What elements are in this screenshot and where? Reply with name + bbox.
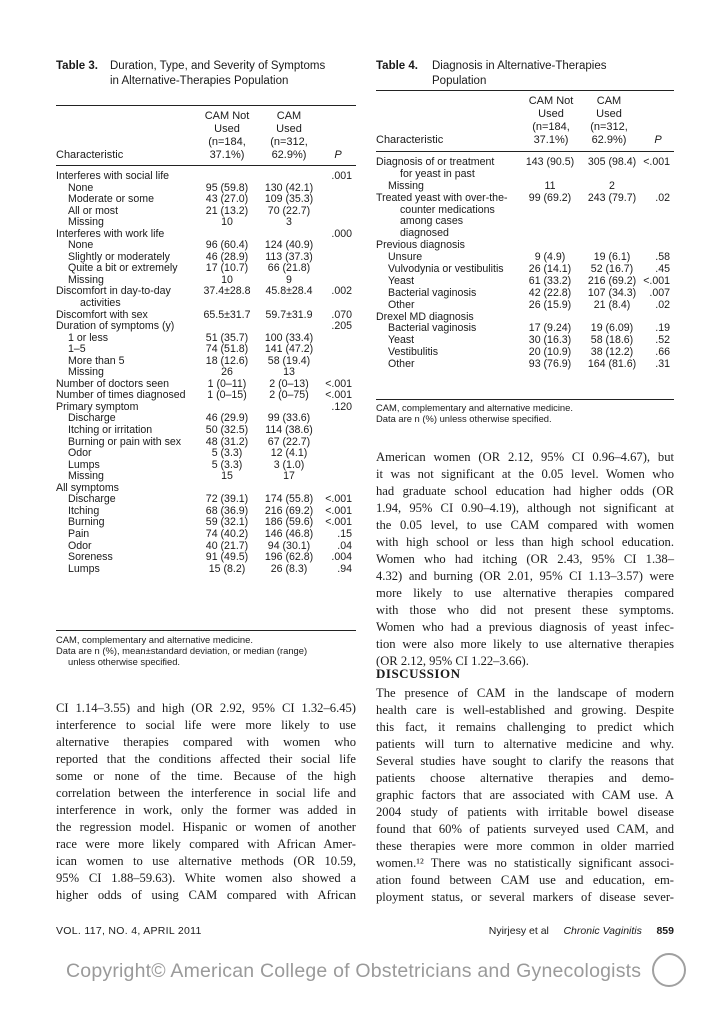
- text-line: 2004 study of patients with irritable bowel disease: [376, 805, 674, 819]
- table-row: [376, 300, 674, 312]
- cell-p-value: .002: [331, 285, 352, 298]
- discussion-paragraph: [376, 685, 674, 906]
- cell-notused: 30 (16.3): [528, 334, 572, 347]
- table-row: [56, 552, 356, 564]
- cell-notused: 46 (29.9): [205, 412, 249, 425]
- cell-used: 3 (1.0): [273, 458, 305, 471]
- table3-title: Duration, Type, and Severity of Symptoms in Alternative-Therapies Population: [110, 60, 326, 87]
- cell-p-value: .001: [331, 170, 352, 182]
- table-row: [56, 437, 356, 449]
- cell-used: 2 (0–13): [269, 377, 309, 390]
- text-line: with those who did not present these symptoms.: [376, 603, 674, 617]
- table-row: [376, 359, 674, 371]
- cell-notused: 37.4±28.8: [203, 285, 251, 298]
- cell-used: 216 (69.2): [587, 274, 637, 287]
- table4-title: Diagnosis in Alternative-Therapies Population: [432, 60, 607, 87]
- footer-running-head: [460, 925, 674, 937]
- cell-used: 13: [283, 366, 295, 379]
- cell-notused: 143 (90.5): [525, 156, 575, 168]
- cell-used: 107 (34.3): [587, 286, 637, 299]
- cell-used: 2 (0–75): [269, 389, 309, 402]
- cell-used: 3: [286, 216, 292, 229]
- table4-note-data: Data are n (%) unless otherwise specified.: [376, 413, 552, 424]
- table3-bottom-rule: [56, 630, 356, 631]
- cell-p-value: <.001: [325, 389, 352, 402]
- cell-used: 38 (12.2): [590, 346, 634, 359]
- cell-notused: 1 (0–15): [207, 389, 247, 402]
- row-label: Bacterial vaginosis: [388, 286, 477, 299]
- row-label: Discharge: [68, 412, 116, 425]
- text-line: women.¹² There was no statistically significant associ-: [376, 856, 674, 870]
- row-label: Vestibulitis: [388, 346, 439, 359]
- table3-note-data-cont: unless otherwise specified.: [68, 656, 181, 667]
- cell-p-value: .66: [655, 346, 670, 359]
- text-line: it was not significant at the 0.05 level. Women who: [376, 467, 674, 481]
- cell-used: 243 (79.7): [587, 191, 637, 204]
- table3-number: Table 3.: [56, 60, 98, 72]
- cell-used: 52 (16.7): [590, 263, 634, 276]
- cell-p-value: .02: [655, 298, 670, 311]
- text-line: had graduate school education had higher odds (OR: [376, 484, 674, 498]
- cell-notused: 43 (27.0): [205, 193, 249, 206]
- cell-used: 146 (46.8): [264, 527, 314, 540]
- cell-used: 26 (8.3): [270, 562, 308, 575]
- text-line: reported that the conditions affected their social life: [56, 752, 356, 766]
- cell-used: 99 (33.6): [267, 412, 311, 425]
- row-label: Number of doctors seen: [56, 377, 170, 390]
- table-row: [376, 181, 674, 193]
- row-label: Duration of symptoms (y): [56, 320, 175, 333]
- acog-seal-icon: [652, 953, 686, 987]
- table-row: [56, 564, 356, 576]
- cell-used: 45.8±28.4: [265, 285, 313, 298]
- copyright-watermark: Copyright© American College of Obstetricians and Gynecologists: [66, 960, 642, 982]
- cell-p-value: .004: [331, 551, 352, 564]
- cell-notused: 51 (35.7): [205, 331, 249, 344]
- row-label: Interferes with work life: [56, 227, 165, 240]
- table-row: [56, 425, 356, 437]
- row-label: Odor: [68, 447, 92, 460]
- text-line: these therapies were more common in older married: [376, 839, 674, 853]
- text-line: interference to social life were more likely to use: [56, 718, 356, 732]
- cell-notused: 26: [221, 366, 233, 379]
- table-row: [56, 448, 356, 460]
- row-label: Interferes with social life: [56, 170, 170, 182]
- cell-notused: 17 (10.7): [205, 262, 249, 275]
- table3-top-rule: [56, 105, 356, 106]
- cell-used: 9: [286, 273, 292, 286]
- cell-used: 130 (42.1): [264, 181, 314, 194]
- table4-header-cam-not-used: CAM Not Used (n=184, 37.1%): [528, 95, 574, 146]
- cell-used: 17: [283, 470, 295, 483]
- cell-notused: 20 (10.9): [528, 346, 572, 359]
- cell-used: 196 (62.8): [264, 551, 314, 564]
- row-label: Slightly or moderately: [68, 250, 170, 263]
- cell-used: 66 (21.8): [267, 262, 311, 275]
- cell-notused: 11: [544, 179, 556, 192]
- cell-p-value: .070: [331, 308, 352, 321]
- cell-used: 113 (37.3): [265, 250, 313, 263]
- cell-notused: 18 (12.6): [205, 354, 249, 367]
- left-column-paragraph: [56, 700, 356, 904]
- cell-notused: 72 (39.1): [205, 493, 249, 506]
- cell-notused: 26 (15.9): [528, 298, 572, 311]
- cell-notused: 10: [221, 273, 233, 286]
- table-row: [376, 193, 674, 205]
- row-label: diagnosed: [400, 227, 449, 240]
- right-column-paragraph: [376, 449, 674, 670]
- cell-p-value: .52: [655, 334, 670, 347]
- row-label: Burning or pain with sex: [68, 435, 182, 448]
- table-row: [56, 217, 356, 229]
- cell-notused: 68 (36.9): [205, 504, 249, 517]
- row-label: Soreness: [68, 551, 113, 564]
- row-label: Previous diagnosis: [376, 239, 465, 252]
- cell-used: 59.7±31.9: [265, 308, 313, 321]
- row-label: Discharge: [68, 493, 116, 506]
- cell-used: 114 (38.6): [265, 424, 313, 437]
- cell-p-value: <.001: [643, 274, 670, 287]
- text-line: health care is well-established and growing. Despite: [376, 703, 674, 717]
- text-line: interference in work, only the former was added in: [56, 803, 356, 817]
- table3-header-cam-not-used: CAM Not Used (n=184, 37.1%): [204, 110, 250, 161]
- table4-number: Table 4.: [376, 60, 418, 72]
- row-label: Missing: [388, 179, 424, 192]
- cell-p-value: .000: [331, 227, 352, 240]
- cell-used: 67 (22.7): [267, 435, 311, 448]
- cell-notused: 74 (51.8): [205, 343, 249, 356]
- cell-p-value: .15: [337, 527, 352, 540]
- table-row: [56, 171, 356, 183]
- row-label: Burning: [68, 516, 105, 529]
- row-label: Yeast: [388, 334, 415, 347]
- cell-notused: 59 (32.1): [205, 516, 249, 529]
- cell-notused: 5 (3.3): [211, 458, 243, 471]
- text-line: graphic factors that are associated with CAM use. A: [376, 788, 674, 802]
- text-line: some or none of the time. Because of the high: [56, 769, 356, 783]
- text-line: 1.94, 95% CI 0.90–4.19), although not significant at: [376, 501, 674, 515]
- row-label: Treated yeast with over-the-: [376, 191, 508, 204]
- table4-top-rule: [376, 90, 674, 91]
- footer-page-number: 859: [656, 925, 674, 937]
- text-line: American women (OR 2.12, 95% CI 0.96–4.67), but: [376, 450, 674, 464]
- row-label: Missing: [68, 216, 104, 229]
- cell-notused: 91 (49.5): [205, 551, 249, 564]
- text-line: 95% CI 1.88–59.63). White women also showed a: [56, 871, 356, 885]
- cell-p-value: .19: [655, 322, 670, 335]
- cell-used: 58 (19.4): [267, 354, 311, 367]
- cell-used: 2: [609, 179, 615, 192]
- cell-used: 216 (69.2): [264, 504, 314, 517]
- table3-notes: [56, 634, 356, 667]
- cell-notused: 5 (3.3): [211, 447, 243, 460]
- cell-notused: 17 (9.24): [528, 322, 572, 335]
- row-label: 1–5: [68, 343, 86, 356]
- cell-used: 141 (47.2): [264, 343, 314, 356]
- discussion-heading: DISCUSSION: [376, 666, 461, 681]
- row-label: Primary symptom: [56, 400, 139, 413]
- cell-used: 100 (33.4): [264, 331, 314, 344]
- table-row: [376, 288, 674, 300]
- row-label: Other: [388, 358, 415, 371]
- cell-p-value: .04: [337, 539, 352, 552]
- table4-header-p: P: [654, 134, 662, 146]
- text-line: 4.32) and burning (OR 2.01, 95% CI 1.13–3.57) were: [376, 569, 674, 583]
- text-line: Several studies have sought to clarify the reasons that: [376, 754, 674, 768]
- row-label: Unsure: [388, 251, 423, 264]
- cell-p-value: .31: [655, 358, 670, 371]
- text-line: correlation between the interference in social life and: [56, 786, 356, 800]
- text-line: CI 1.14–3.55) and high (OR 2.92, 95% CI 1.32–6.45): [56, 701, 356, 715]
- table4-header-rule: [376, 151, 674, 152]
- text-line: patients choose alternative therapies and demo-: [376, 771, 674, 785]
- row-label: Missing: [68, 470, 104, 483]
- text-line: ation found between CAM use and education, em-: [376, 873, 674, 887]
- table-row: [56, 321, 356, 333]
- cell-used: 109 (35.3): [264, 193, 314, 206]
- row-label: Quite a bit or extremely: [68, 262, 178, 275]
- text-line: alternative therapies compared with women who: [56, 735, 356, 749]
- table4-header-cam-used: CAM Used (n=312, 62.9%): [590, 95, 628, 146]
- table4-notes: [376, 402, 674, 424]
- footer-journal-issue: VOL. 117, NO. 4, APRIL 2011: [56, 925, 202, 937]
- row-label: Discomfort with sex: [56, 308, 148, 321]
- row-label: 1 or less: [68, 331, 109, 344]
- cell-p-value: .45: [655, 263, 670, 276]
- row-label: Moderate or some: [68, 193, 154, 206]
- cell-used: 19 (6.1): [593, 251, 631, 264]
- text-line: Women who had a previous diagnosis of yeast infec-: [376, 620, 674, 634]
- footer-short-title: Chronic Vaginitis: [563, 925, 642, 937]
- cell-p-value: <.001: [325, 377, 352, 390]
- cell-notused: 40 (21.7): [205, 539, 249, 552]
- cell-notused: 74 (40.2): [205, 527, 249, 540]
- text-line: the 0.05 level, to use CAM compared with women: [376, 518, 674, 532]
- row-label: Pain: [68, 527, 90, 540]
- text-line: found that 60% of patients surveyed used CAM, and: [376, 822, 674, 836]
- row-label: All symptoms: [56, 481, 119, 494]
- cell-used: 174 (55.8): [264, 493, 314, 506]
- text-line: race were more likely compared with African Amer-: [56, 837, 356, 851]
- cell-notused: 9 (4.9): [534, 251, 566, 264]
- cell-notused: 26 (14.1): [528, 263, 572, 276]
- row-label: Itching or irritation: [68, 424, 153, 437]
- row-label: Itching: [68, 504, 100, 517]
- row-label: for yeast in past: [400, 167, 475, 180]
- row-label: Discomfort in day-to-day: [56, 285, 171, 298]
- cell-p-value: <.001: [325, 493, 352, 506]
- cell-notused: 15 (8.2): [208, 562, 246, 575]
- cell-notused: 48 (31.2): [205, 435, 249, 448]
- table4-header-characteristic: Characteristic: [376, 134, 444, 146]
- row-label: Lumps: [68, 562, 100, 575]
- row-label: among cases: [400, 215, 464, 228]
- text-line: patients will turn to alternative medicine and why.: [376, 737, 674, 751]
- cell-p-value: <.001: [325, 504, 352, 517]
- row-label: Vulvodynia or vestibulitis: [388, 263, 504, 276]
- cell-p-value: .205: [331, 320, 352, 333]
- table4-caption: [376, 59, 674, 89]
- cell-used: 94 (30.1): [267, 539, 311, 552]
- text-line: The presence of CAM in the landscape of modern: [376, 686, 674, 700]
- cell-used: 124 (40.9): [264, 239, 314, 252]
- table-row: [376, 169, 674, 181]
- table-row: [56, 529, 356, 541]
- cell-notused: 15: [221, 470, 233, 483]
- row-label: Number of times diagnosed: [56, 389, 186, 402]
- row-label: More than 5: [68, 354, 125, 367]
- cell-notused: 42 (22.8): [528, 286, 572, 299]
- cell-used: 58 (18.6): [590, 334, 634, 347]
- text-line: ican women to use alternative methods (OR 10.59,: [56, 854, 356, 868]
- text-line: ployment status, or several markers of disease sever-: [376, 890, 674, 904]
- row-label: Other: [388, 298, 415, 311]
- text-line: with high school or less than high school education.: [376, 535, 674, 549]
- text-line: (OR 2.12, 95% CI 1.22–3.66).: [376, 654, 529, 668]
- cell-notused: 46 (28.9): [205, 250, 249, 263]
- row-label: All or most: [68, 204, 119, 217]
- table4-bottom-rule: [376, 399, 674, 400]
- cell-used: 305 (98.4): [587, 156, 637, 168]
- row-label: None: [68, 181, 94, 194]
- row-label: Missing: [68, 273, 104, 286]
- text-line: this fact, it remains challenging to predict which: [376, 720, 674, 734]
- cell-notused: 50 (32.5): [205, 424, 249, 437]
- cell-p-value: <.001: [325, 516, 352, 529]
- table-row: [376, 276, 674, 288]
- cell-p-value: .007: [649, 286, 670, 299]
- table4-body: [376, 157, 674, 371]
- table3-header-rule: [56, 165, 356, 166]
- cell-notused: 61 (33.2): [528, 274, 572, 287]
- text-line: the regression model. Hispanic or women of another: [56, 820, 356, 834]
- cell-notused: 10: [221, 216, 233, 229]
- row-label: Drexel MD diagnosis: [376, 310, 474, 323]
- table3-note-abbrev: CAM, complementary and alternative medicine.: [56, 634, 253, 645]
- cell-used: 19 (6.09): [590, 322, 634, 335]
- row-label: Yeast: [388, 274, 415, 287]
- cell-notused: 96 (60.4): [205, 239, 249, 252]
- cell-p-value: .58: [655, 251, 670, 264]
- row-label: counter medications: [400, 203, 495, 216]
- cell-p-value: .02: [655, 191, 670, 204]
- table3-caption: [56, 59, 356, 104]
- row-label: Diagnosis of or treatment: [376, 156, 495, 168]
- cell-notused: 99 (69.2): [528, 191, 572, 204]
- cell-notused: 95 (59.8): [205, 181, 249, 194]
- cell-used: 21 (8.4): [593, 298, 631, 311]
- text-line: tion were also more likely to use alternative therapies: [376, 637, 674, 651]
- cell-p-value: .94: [337, 562, 352, 575]
- cell-notused: 65.5±31.7: [203, 308, 251, 321]
- table4-note-abbrev: CAM, complementary and alternative medicine.: [376, 402, 573, 413]
- text-line: Women who had itching (OR 2.43, 95% CI 1.38–: [376, 552, 674, 566]
- row-label: Missing: [68, 366, 104, 379]
- row-label: None: [68, 239, 94, 252]
- cell-p-value: .120: [331, 400, 352, 413]
- cell-used: 164 (81.6): [587, 358, 637, 371]
- cell-used: 12 (4.1): [270, 447, 308, 460]
- cell-used: 186 (59.6): [264, 516, 314, 529]
- text-line: higher odds of using CAM compared with African: [56, 888, 356, 902]
- cell-notused: 21 (13.2): [205, 204, 249, 217]
- row-label: Lumps: [68, 458, 100, 471]
- table3-header-p: P: [334, 149, 342, 161]
- table3-note-data: Data are n (%), mean±standard deviation, or median (range): [56, 645, 308, 656]
- cell-used: 70 (22.7): [267, 204, 311, 217]
- cell-p-value: <.001: [643, 156, 670, 168]
- table3-header-cam-used: CAM Used (n=312, 62.9%): [270, 110, 308, 161]
- footer-authors: Nyirjesy et al: [488, 925, 549, 937]
- cell-notused: 93 (76.9): [528, 358, 572, 371]
- cell-notused: 1 (0–11): [207, 377, 247, 390]
- row-label: Odor: [68, 539, 92, 552]
- row-label: Bacterial vaginosis: [388, 322, 477, 335]
- table-row: [56, 194, 356, 206]
- table3-body: [56, 171, 356, 575]
- row-label: activities: [80, 297, 121, 310]
- table-row: [56, 298, 356, 310]
- table3-header-characteristic: Characteristic: [56, 149, 124, 161]
- text-line: more likely to use alternative therapies compared: [376, 586, 674, 600]
